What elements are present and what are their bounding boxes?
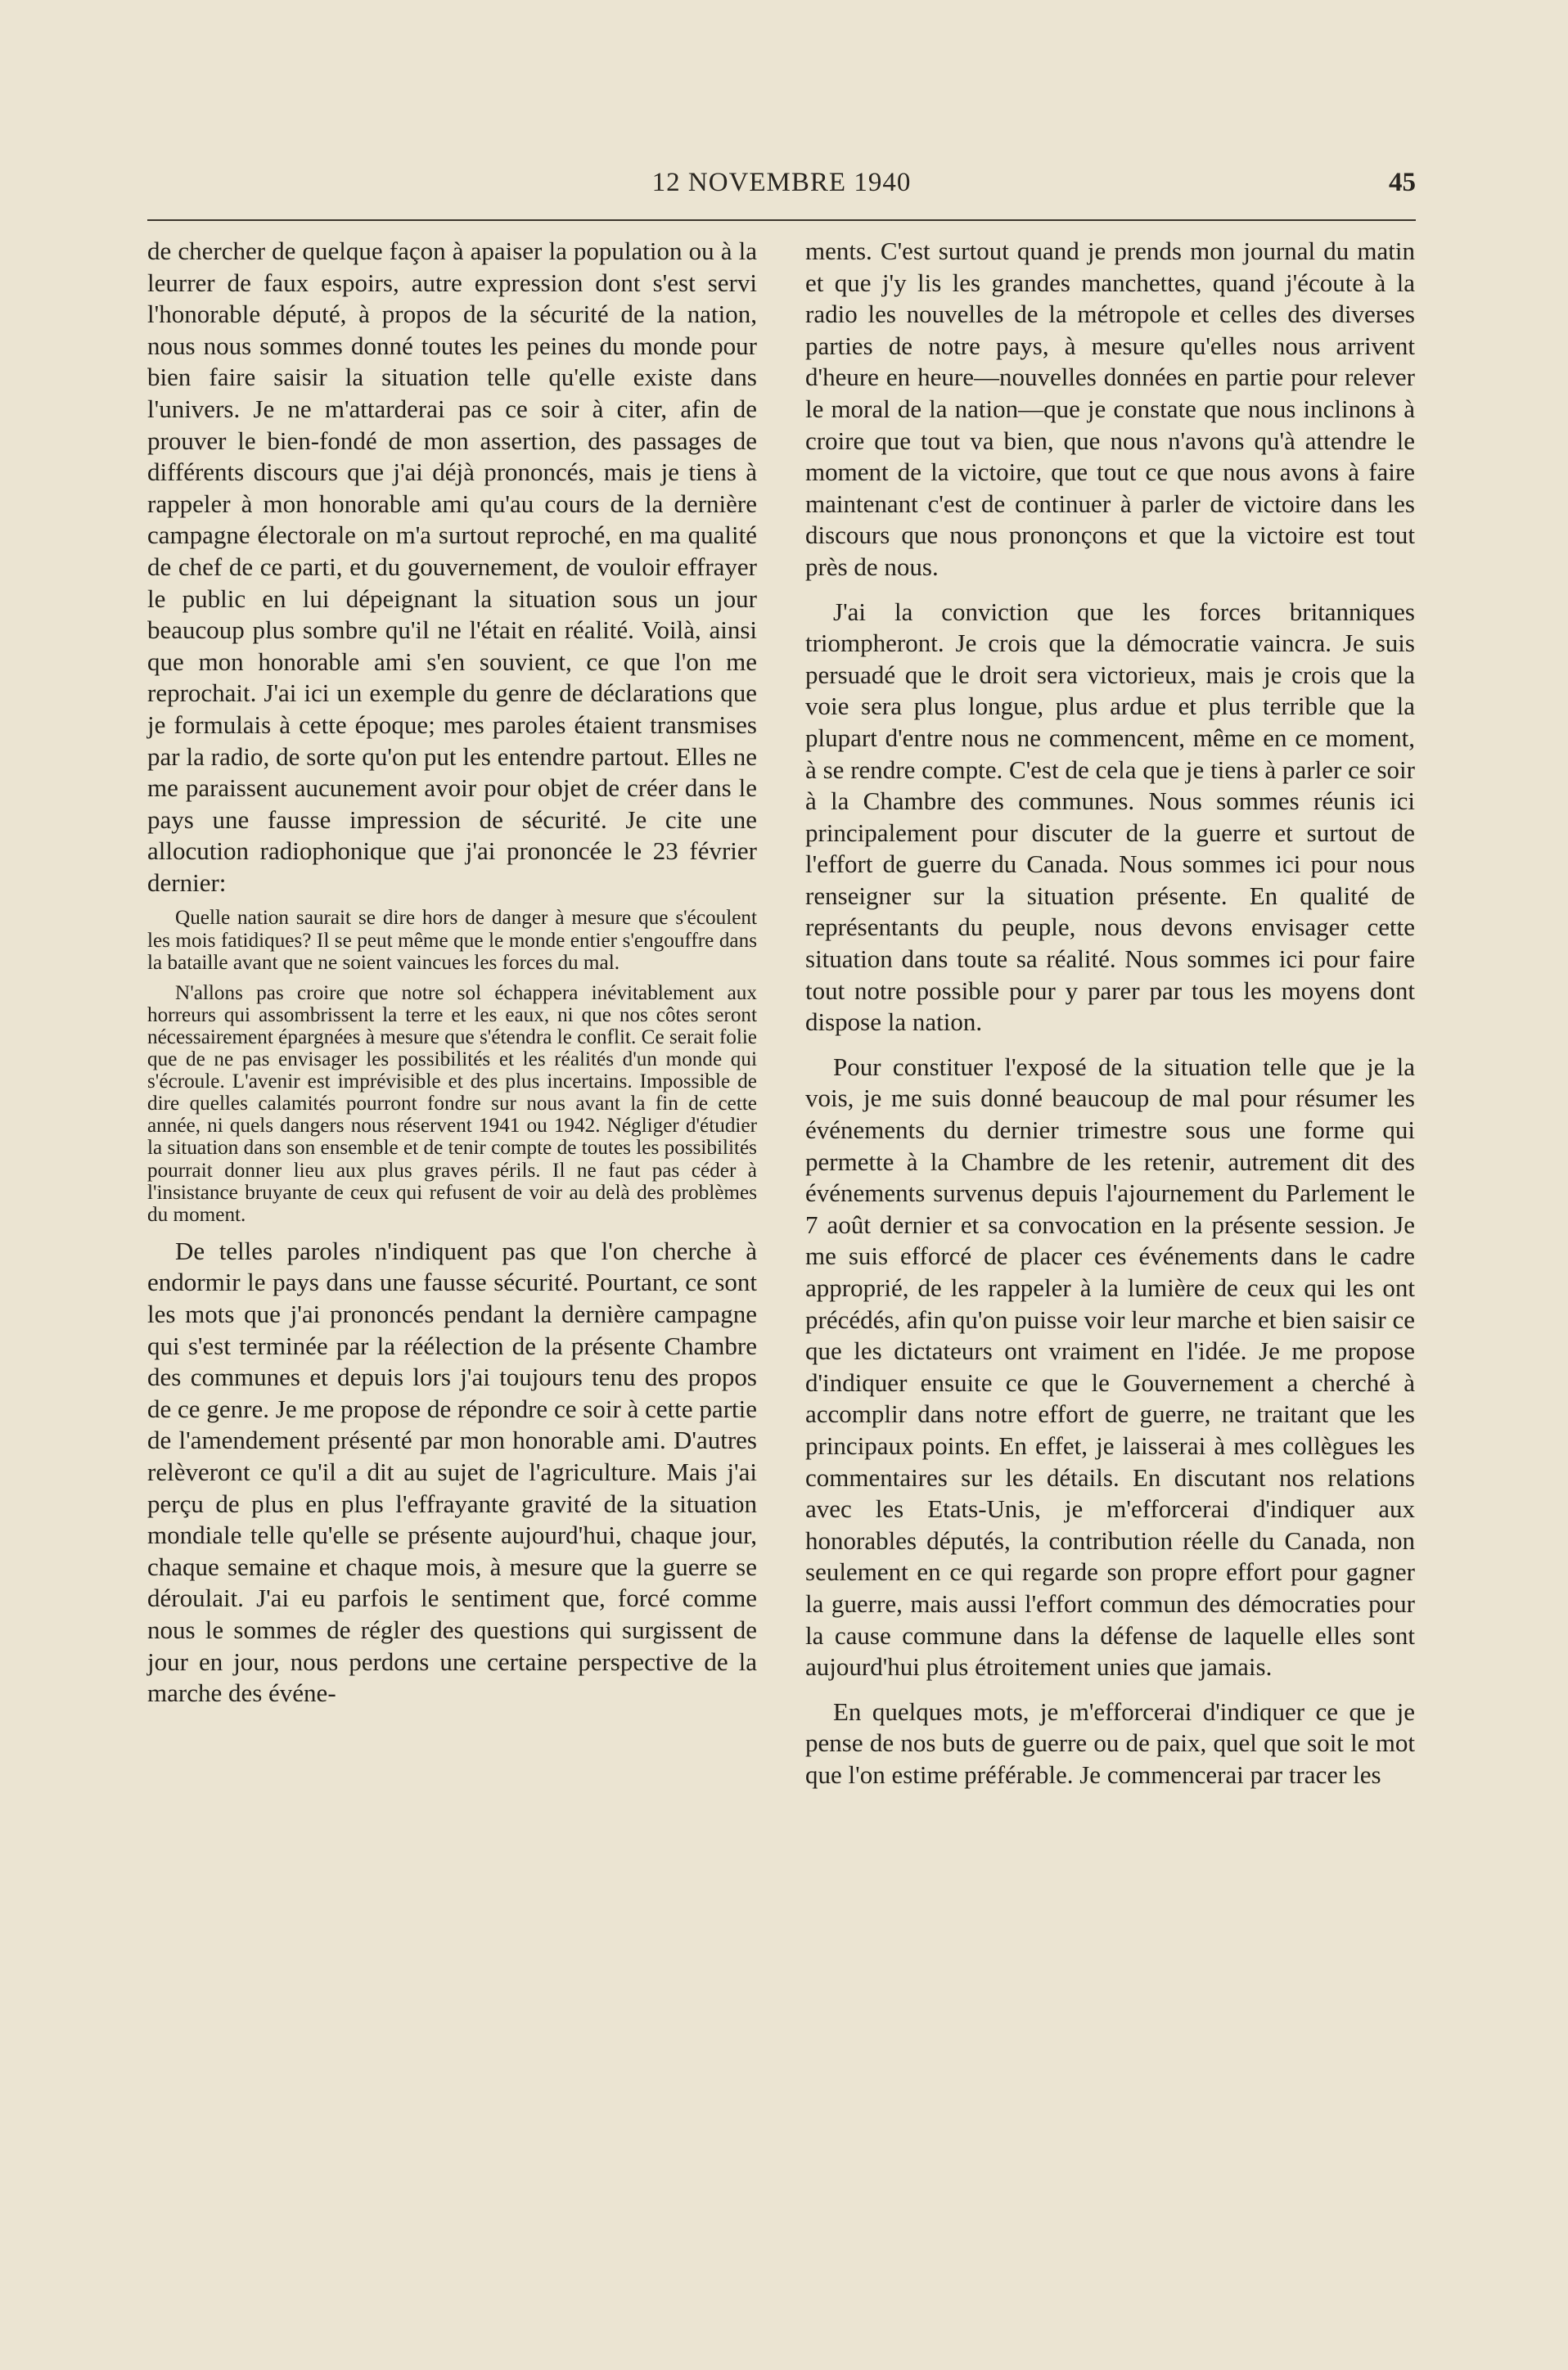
header-rule: [147, 219, 1416, 221]
block-quote: [147, 907, 757, 1225]
left-column: [147, 236, 757, 1710]
right-column: [805, 236, 1415, 1791]
right-paragraph-4: En quelques mots, je m'efforcerai d'indiquer ce que je pense de nos buts de guerre ou de paix, quel que soit le mot que l'on estime préférable. Je commencerai par tracer les: [805, 1696, 1415, 1789]
right-paragraph-2: J'ai la conviction que les forces britanniques triompheront. Je crois que la démocratie vaincra. Je suis persuadé que le droit sera victorieux, mais je crois que la voie sera plus longue, plus ardue et plus terrible que la plupart d'entre nous ne commencent, même en ce moment, à se rendre compte. C'est de cela que je tiens à parler ce soir à la Chambre des communes. Nous sommes réunis ici principalement pour discuter de la guerre et surtout de l'effort de guerre du Canada. Nous sommes ici pour nous renseigner sur la situation présente. En qualité de représentants du peuple, nous devons envisager cette situation dans toute sa réalité. Nous sommes ici pour faire tout notre possible pour y parer par tous les moyens dont dispose la nation.: [805, 597, 1415, 1037]
page-number: 45: [1389, 168, 1416, 197]
right-paragraph-3: Pour constituer l'exposé de la situation telle que je la vois, je me suis donné beaucoup de mal pour résumer les événements du dernier trimestre sous une forme qui permette à la Chambre de les retenir, autrement dit des événements survenus depuis l'ajournement du Parlement le 7 août dernier et sa convocation en la présente session. Je me suis efforcé de placer ces événements dans le cadre approprié, de les rappeler à la lumière de ceux qui les ont précédés, afin qu'on puisse voir leur marche et bien saisir ce que les dictateurs ont vraiment en l'idée. Je me propose d'indiquer ensuite ce que le Gouvernement a cherché à accomplir dans notre effort de guerre, ne traitant que les principaux points. En effet, je laisserai à mes collègues les commentaires sur les détails. En discutant nos relations avec les Etats-Unis, je m'efforcerai d'indiquer aux honorables députés, la contribution réelle du Canada, non seulement en ce qui regarde son propre effort pour gagner la guerre, mais aussi l'effort commun des démocraties pour la cause commune dans la défense de laquelle elles sont aujourd'hui plus étroitement unies que jamais.: [805, 1052, 1415, 1682]
quote-paragraph-1: Quelle nation saurait se dire hors de danger à mesure que s'écoulent les mois fatidiques? Il se peut même que le monde entier s'engouffre dans la bataille avant que ne soient vaincues les forces du mal.: [147, 907, 757, 974]
header-date: 12 NOVEMBRE 1940: [651, 168, 912, 197]
right-paragraph-1: ments. C'est surtout quand je prends mon journal du matin et que j'y lis les grandes manchettes, quand j'écoute à la radio les nouvelles de la métropole et celles des diverses parties de notre pays, à mesure qu'elles nous arrivent d'heure en heure—nouvelles données en partie pour relever le moral de la nation—que je constate que nous inclinons à croire que tout va bien, que nous n'avons qu'à attendre le moment de la victoire, que tout ce que nous avons à faire maintenant c'est de continuer à parler de victoire dans les discours que nous prononçons et que la victoire est tout près de nous.: [805, 237, 1415, 581]
left-paragraph-1: de chercher de quelque façon à apaiser la population ou à la leurrer de faux espoirs, autre expression dont s'est servi l'honorable député, à propos de la sécurité de la nation, nous nous sommes donné toutes les peines du monde pour bien faire saisir la situation telle qu'elle existe dans l'univers. Je ne m'attarderai pas ce soir à citer, afin de prouver le bien-fondé de mon assertion, des passages de différents discours que j'ai déjà prononcés, mais je tiens à rappeler à mon honorable ami qu'au cours de la dernière campagne électorale on m'a surtout reproché, en ma qualité de chef de ce parti, et du gouvernement, de vouloir effrayer le public en lui dépeignant la situation sous un jour beaucoup plus sombre qu'il ne l'était en réalité. Voilà, ainsi que mon honorable ami s'en souvient, ce que l'on me reprochait. J'ai ici un exemple du genre de déclarations que je formulais à cette époque; mes paroles étaient transmises par la radio, de sorte qu'on put les entendre partout. Elles ne me paraissent aucunement avoir pour objet de créer dans le pays une fausse impression de sécurité. Je cite une allocution radiophonique que j'ai prononcée le 23 février dernier:: [147, 237, 757, 897]
quote-paragraph-2: N'allons pas croire que notre sol échappera inévitablement aux horreurs qui assombrissent la terre et les eaux, ni que nos côtes seront nécessairement épargnées à mesure que s'étendra le conflit. Ce serait folie que de ne pas envisager les possibilités et les réalités d'un monde qui s'écroule. L'avenir est imprévisible et des plus incertains. Impossible de dire quelles calamités pourront fondre sur nous avant la fin de cette année, ni quels dangers nous réservent 1941 ou 1942. Négliger d'étudier la situation dans son ensemble et de tenir compte de toutes les possibilités pourrait donner lieu aux plus graves périls. Il ne faut pas céder à l'insistance bruyante de ceux qui refusent de voir au delà des problèmes du moment.: [147, 981, 757, 1226]
page-header: [147, 168, 1416, 209]
left-paragraph-2: De telles paroles n'indiquent pas que l'on cherche à endormir le pays dans une fausse sécurité. Pourtant, ce sont les mots que j'ai prononcés pendant la dernière campagne qui s'est terminée par la réélection de la présente Chambre des communes et depuis lors j'ai toujours tenu des propos de ce genre. Je me propose de répondre ce soir à cette partie de l'amendement présenté par mon honorable ami. D'autres relèveront ce qu'il a dit au sujet de l'agriculture. Mais j'ai perçu de plus en plus l'effrayante gravité de la situation mondiale telle qu'elle se présente aujourd'hui, chaque jour, chaque semaine et chaque mois, à mesure que la guerre se déroulait. J'ai eu parfois le sentiment que, forcé comme nous le sommes de régler des questions qui surgissent de jour en jour, nous perdons une certaine perspective de la marche des événe-: [147, 1236, 757, 1708]
